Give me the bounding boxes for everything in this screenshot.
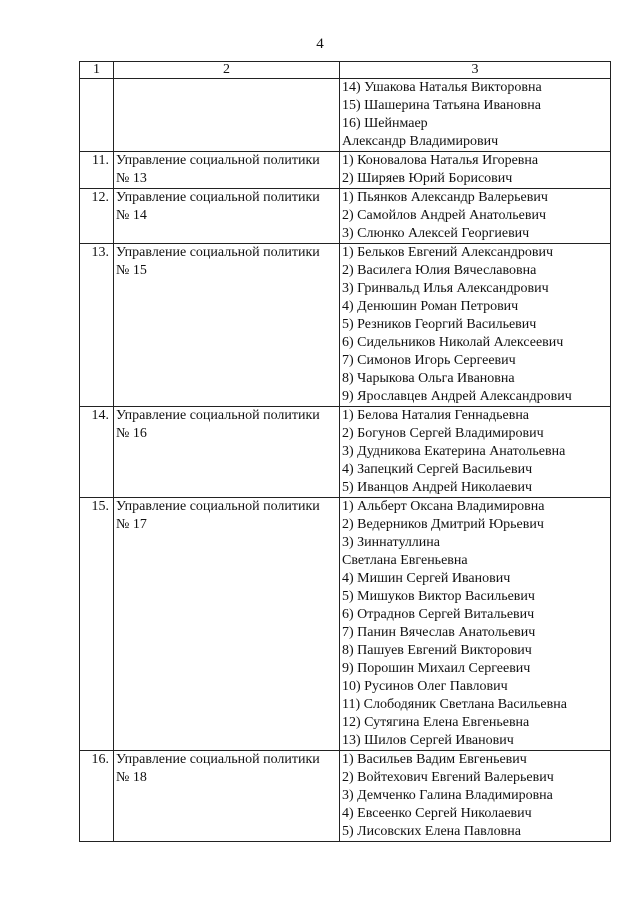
header-col-2: 2 (114, 62, 340, 79)
organization-line: Управление социальной политики (116, 499, 320, 514)
organization-cell (114, 152, 340, 189)
member-name: 3) Демченко Галина Владимировна (342, 788, 553, 803)
member-name: 3) Слюнко Алексей Георгиевич (342, 226, 530, 241)
member-name: 3) Гринвальд Илья Александрович (342, 281, 549, 296)
member-name: 3) Зиннатуллина (342, 535, 440, 550)
member-name: 2) Ведерников Дмитрий Юрьевич (342, 517, 544, 532)
member-name: 1) Белова Наталия Геннадьевна (342, 408, 530, 423)
organization-line: Управление социальной политики (116, 245, 320, 260)
member-name: 2) Ширяев Юрий Борисович (342, 171, 513, 186)
commission-table (79, 61, 611, 842)
member-name: 13) Шилов Сергей Иванович (342, 733, 514, 748)
members-cell (340, 189, 611, 244)
members-cell (340, 407, 611, 498)
row-number: 14. (80, 407, 114, 498)
row-number: 11. (80, 152, 114, 189)
member-name: 1) Пьянков Александр Валерьевич (342, 190, 548, 205)
row-number: 12. (80, 189, 114, 244)
member-name: Александр Владимирович (342, 134, 499, 149)
organization-line (116, 97, 337, 115)
member-name: 16) Шейнмаер (342, 116, 428, 131)
member-name: 10) Русинов Олег Павлович (342, 679, 508, 694)
member-name: 4) Денюшин Роман Петрович (342, 299, 519, 314)
member-name: 5) Резников Георгий Васильевич (342, 317, 537, 332)
table-body (80, 62, 611, 842)
organization-line: Управление социальной политики (116, 190, 320, 205)
table-row (80, 498, 611, 751)
member-name: 6) Отраднов Сергей Витальевич (342, 607, 535, 622)
row-number: 16. (80, 751, 114, 842)
organization-line: № 17 (116, 517, 147, 532)
row-number: 15. (80, 498, 114, 751)
organization-line: Управление социальной политики (116, 408, 320, 423)
organization-line: № 14 (116, 208, 147, 223)
table-row (80, 244, 611, 407)
member-name: 14) Ушакова Наталья Викторовна (342, 80, 542, 95)
organization-line: Управление социальной политики (116, 752, 320, 767)
organization-cell (114, 751, 340, 842)
member-name: 5) Иванцов Андрей Николаевич (342, 480, 533, 495)
members-cell (340, 152, 611, 189)
member-name: 1) Альберт Оксана Владимировна (342, 499, 545, 514)
table-header-row (80, 62, 611, 79)
table-row (80, 189, 611, 244)
member-name: 15) Шашерина Татьяна Ивановна (342, 98, 541, 113)
members-cell (340, 79, 611, 152)
member-name: 8) Пашуев Евгений Викторович (342, 643, 532, 658)
member-name: 1) Коновалова Наталья Игоревна (342, 153, 539, 168)
organization-line: Управление социальной политики (116, 153, 320, 168)
member-name: 9) Ярославцев Андрей Александрович (342, 389, 572, 404)
table-row (80, 152, 611, 189)
members-cell (340, 498, 611, 751)
page-number: 4 (316, 36, 324, 52)
member-name: 1) Васильев Вадим Евгеньевич (342, 752, 527, 767)
member-name: Светлана Евгеньевна (342, 553, 468, 568)
member-name: 7) Панин Вячеслав Анатольевич (342, 625, 536, 640)
members-cell (340, 244, 611, 407)
organization-cell (114, 189, 340, 244)
member-name: 2) Василега Юлия Вячеславовна (342, 263, 537, 278)
member-name: 9) Порошин Михаил Сергеевич (342, 661, 531, 676)
organization-cell (114, 244, 340, 407)
table-row (80, 751, 611, 842)
organization-line: № 18 (116, 770, 147, 785)
table-row (80, 407, 611, 498)
member-name: 5) Лисовских Елена Павловна (342, 824, 521, 839)
organization-line: № 15 (116, 263, 147, 278)
organization-cell (114, 407, 340, 498)
member-name: 2) Войтехович Евгений Валерьевич (342, 770, 554, 785)
header-col-1: 1 (80, 62, 114, 79)
member-name: 5) Мишуков Виктор Васильевич (342, 589, 535, 604)
member-name: 4) Запецкий Сергей Васильевич (342, 462, 533, 477)
organization-line: № 16 (116, 426, 147, 441)
members-cell (340, 751, 611, 842)
header-col-3: 3 (340, 62, 611, 79)
member-name: 4) Мишин Сергей Иванович (342, 571, 511, 586)
member-name: 2) Самойлов Андрей Анатольевич (342, 208, 547, 223)
member-name: 3) Дудникова Екатерина Анатольевна (342, 444, 566, 459)
member-name: 11) Слободяник Светлана Васильевна (342, 697, 567, 712)
row-number: 13. (80, 244, 114, 407)
organization-cell (114, 498, 340, 751)
table-row (80, 79, 611, 152)
organization-line (116, 79, 337, 97)
member-name: 4) Евсеенко Сергей Николаевич (342, 806, 532, 821)
member-name: 8) Чарыкова Ольга Ивановна (342, 371, 515, 386)
member-name: 2) Богунов Сергей Владимирович (342, 426, 544, 441)
organization-cell (114, 79, 340, 152)
member-name: 6) Сидельников Николай Алексеевич (342, 335, 564, 350)
member-name: 7) Симонов Игорь Сергеевич (342, 353, 516, 368)
row-number (80, 79, 114, 152)
member-name: 12) Сутягина Елена Евгеньевна (342, 715, 530, 730)
member-name: 1) Бельков Евгений Александрович (342, 245, 554, 260)
organization-line: № 13 (116, 171, 147, 186)
